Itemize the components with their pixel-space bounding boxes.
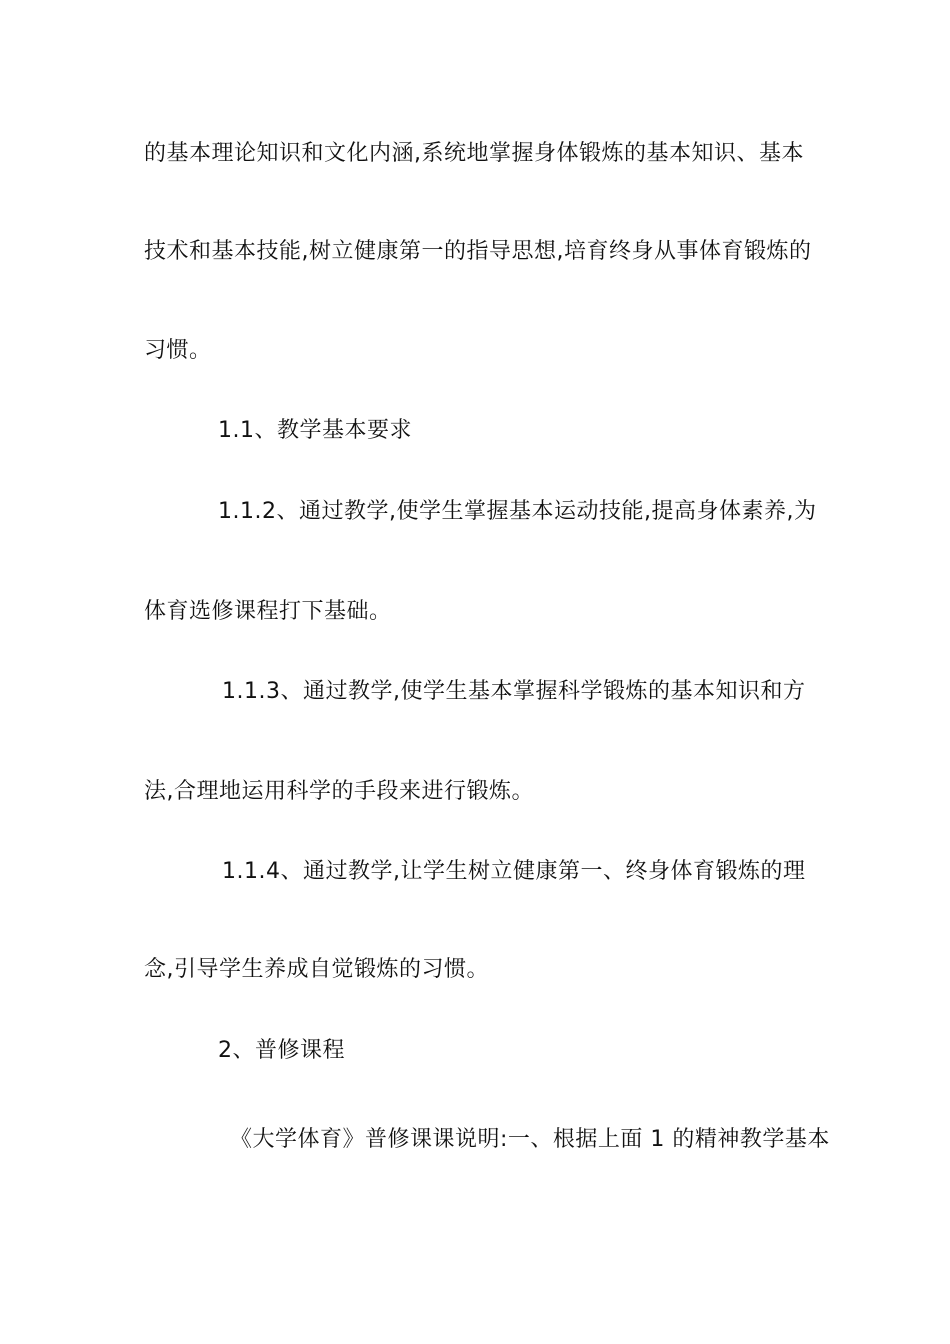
paragraph-line-2: 技术和基本技能,树立健康第一的指导思想,培育终身从事体育锻炼的 xyxy=(144,239,812,264)
item-1-1-3-line-2: 法,合理地运用科学的手段来进行锻炼。 xyxy=(144,779,534,804)
item-1-1-2-line-2: 体育选修课程打下基础。 xyxy=(144,599,392,624)
item-1-1-4-line-2: 念,引导学生养成自觉锻炼的习惯。 xyxy=(144,957,489,982)
course-description-line: 《大学体育》普修课课说明:一、根据上面 1 的精神教学基本 xyxy=(230,1127,830,1152)
section-heading-2: 2、普修课程 xyxy=(218,1038,345,1063)
paragraph-line-3: 习惯。 xyxy=(144,338,212,363)
item-1-1-2-line-1: 1.1.2、通过教学,使学生掌握基本运动技能,提高身体素养,为 xyxy=(218,499,817,524)
item-1-1-4-line-1: 1.1.4、通过教学,让学生树立健康第一、终身体育锻炼的理 xyxy=(222,859,806,884)
section-heading-1-1: 1.1、教学基本要求 xyxy=(218,418,412,443)
paragraph-line-1: 的基本理论知识和文化内涵,系统地掌握身体锻炼的基本知识、基本 xyxy=(144,141,804,166)
item-1-1-3-line-1: 1.1.3、通过教学,使学生基本掌握科学锻炼的基本知识和方 xyxy=(222,679,806,704)
